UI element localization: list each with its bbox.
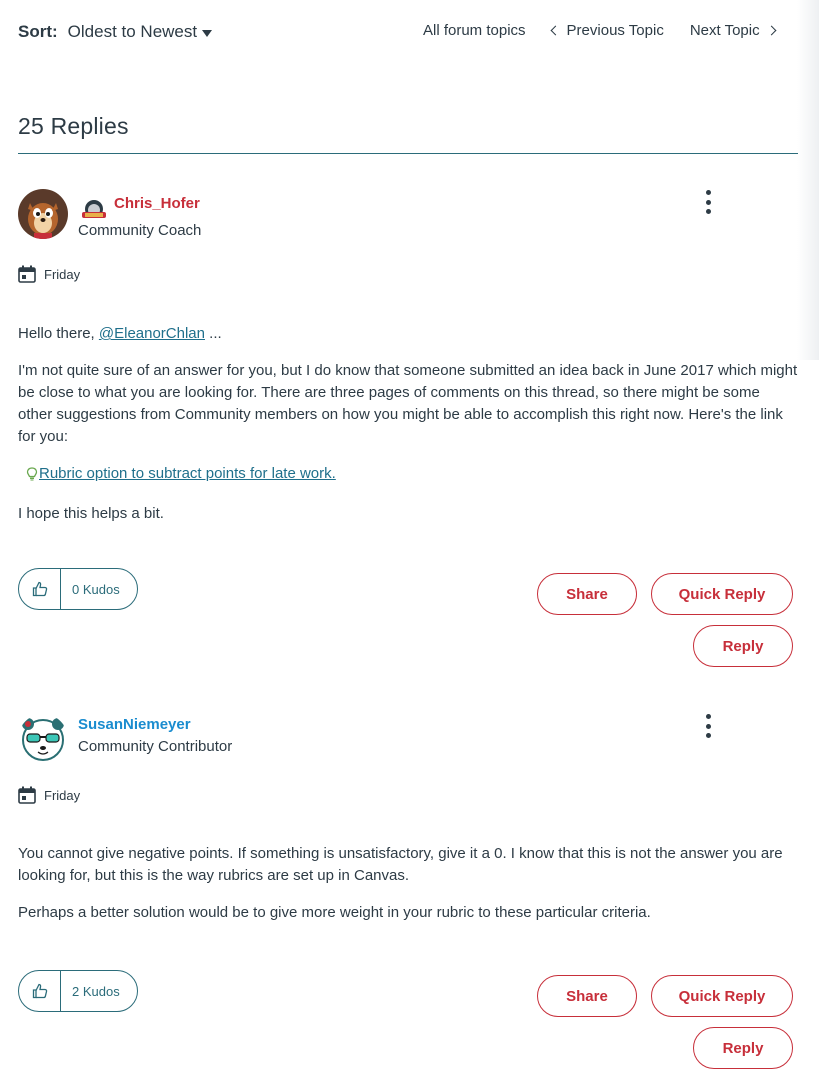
body-paragraph: I'm not quite sure of an answer for you, but I do know that someone submitted an idea back in June 2017 which might be close to what you are looking for. There are three pages of comments on this thread, so there might be some other suggestions from Community members on how you might be able to accomplish this right now. Here's the link for you: <box>18 362 798 445</box>
all-forum-topics-link[interactable]: All forum topics <box>423 22 526 39</box>
idea-link-paragraph <box>18 463 798 488</box>
quick-reply-button[interactable]: Quick Reply <box>651 573 793 615</box>
next-topic-label: Next Topic <box>689 22 760 39</box>
post-date-text: Friday <box>44 266 81 282</box>
sort-label: Sort: <box>18 22 58 41</box>
replies-count-heading: 25 Replies <box>18 113 129 139</box>
previous-topic-label: Previous Topic <box>566 22 664 39</box>
author-name-link[interactable]: Chris_Hofer <box>114 195 200 212</box>
scroll-edge-shadow <box>797 0 819 360</box>
sort-control <box>18 22 212 42</box>
topic-navigation <box>423 22 775 39</box>
greeting-paragraph <box>18 323 798 345</box>
more-options-icon[interactable] <box>704 714 712 738</box>
body-paragraph: Perhaps a better solution would be to give more weight in your rubric to these particular criteria. <box>18 904 651 921</box>
post-body <box>18 323 798 540</box>
reply-button[interactable]: Reply <box>693 1027 793 1069</box>
kudos-count: 0 Kudos <box>72 581 120 597</box>
author-rank: Community Coach <box>78 222 202 239</box>
reply-button[interactable]: Reply <box>693 625 793 667</box>
idea-link[interactable]: Rubric option to subtract points for late work. <box>39 465 336 482</box>
next-topic-link[interactable] <box>690 22 775 39</box>
lightbulb-icon <box>26 467 38 481</box>
user-mention-link[interactable]: @EleanorChlan <box>98 325 205 342</box>
more-options-icon[interactable] <box>704 190 712 214</box>
share-button[interactable]: Share <box>537 975 637 1017</box>
previous-topic-link[interactable] <box>552 22 664 39</box>
post-date <box>18 265 80 283</box>
kudo-button[interactable] <box>19 569 61 609</box>
chevron-right-icon <box>766 26 776 36</box>
author-name-link[interactable]: SusanNiemeyer <box>78 716 191 733</box>
calendar-icon <box>18 786 36 804</box>
greeting-text: Hello there, <box>18 325 99 342</box>
kudos-count: 2 Kudos <box>72 983 120 999</box>
mention-suffix: ... <box>205 325 222 342</box>
avatar[interactable] <box>18 189 68 239</box>
kudos-control <box>18 568 138 610</box>
chevron-left-icon <box>550 26 560 36</box>
post-body <box>18 843 798 939</box>
post-date <box>18 786 80 804</box>
replies-divider <box>18 153 798 154</box>
quick-reply-button[interactable]: Quick Reply <box>651 975 793 1017</box>
body-paragraph: You cannot give negative points. If something is unsatisfactory, give it a 0. I know that this is not the answer you are looking for, but this is the way rubrics are set up in Canvas. <box>18 845 783 884</box>
share-button[interactable]: Share <box>537 573 637 615</box>
sort-dropdown[interactable] <box>68 22 212 42</box>
closing-paragraph: I hope this helps a bit. <box>18 505 164 522</box>
thumbs-up-icon <box>32 983 48 999</box>
kudos-control <box>18 970 138 1012</box>
coach-badge-icon <box>80 196 108 220</box>
calendar-icon <box>18 265 36 283</box>
sort-value: Oldest to Newest <box>67 22 198 41</box>
avatar[interactable] <box>18 714 68 764</box>
caret-down-icon <box>202 30 212 37</box>
post-date-text: Friday <box>44 787 81 803</box>
thumbs-up-icon <box>32 581 48 597</box>
author-rank: Community Contributor <box>78 738 233 755</box>
kudo-button[interactable] <box>19 971 61 1011</box>
